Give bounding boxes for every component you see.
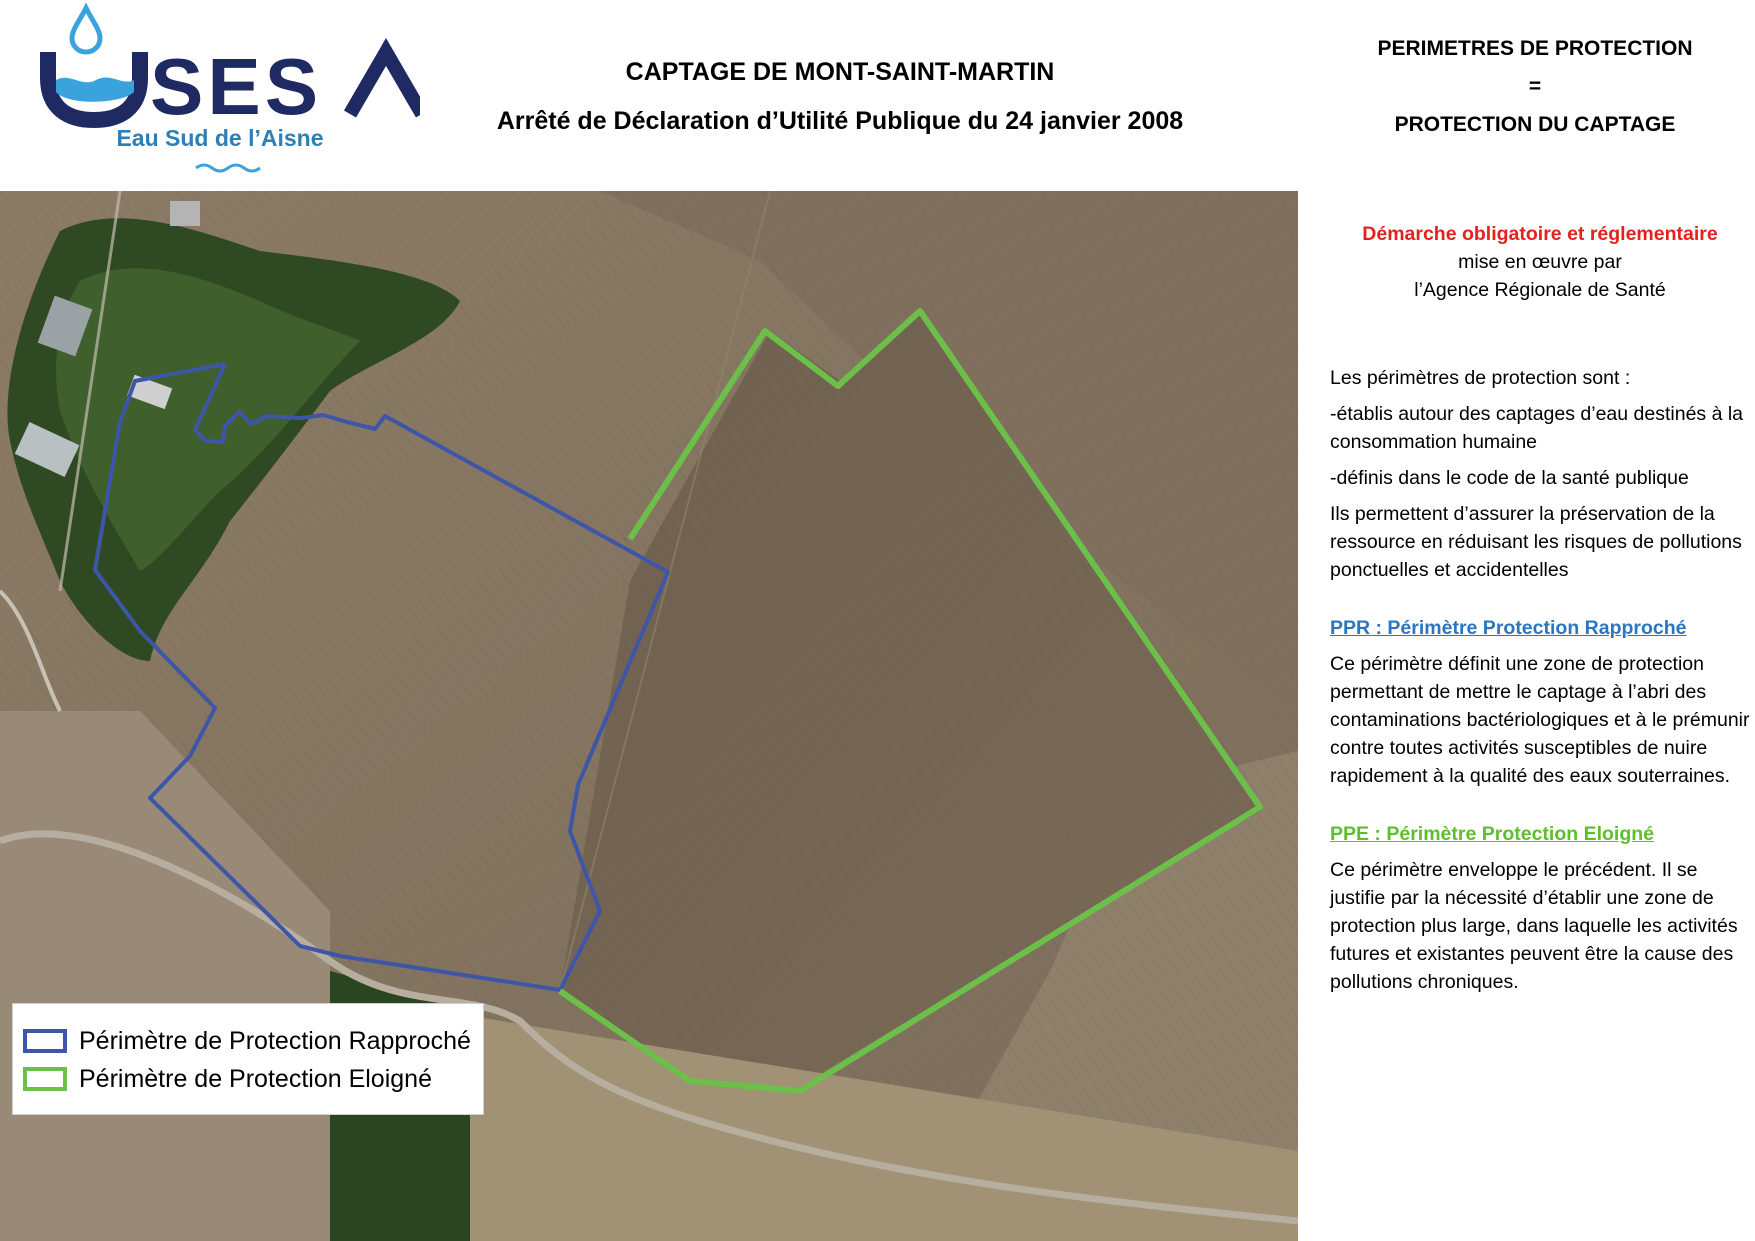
intro-bold: Démarche obligatoire et réglementaire (1362, 223, 1718, 245)
legend-label-ppe: Périmètre de Protection Eloigné (79, 1064, 432, 1093)
header-right-line-3: PROTECTION DU CAPTAGE (1394, 113, 1676, 136)
ppe-heading: PPE : Périmètre Protection Eloigné (1330, 823, 1654, 845)
header-right (1320, 30, 1750, 144)
ppr-heading: PPR : Périmètre Protection Rapproché (1330, 617, 1687, 639)
paragraph-1: Les périmètres de protection sont : (1330, 367, 1631, 389)
paragraph-2: -établis autour des captages d’eau destinés à la consommation humaine (1330, 403, 1744, 453)
wave-icon (196, 165, 260, 171)
intro-block (1330, 220, 1750, 304)
logo-a-chevron (350, 52, 420, 114)
usesa-logo (30, 0, 420, 185)
title-line-1: CAPTAGE DE MONT-SAINT-MARTIN (625, 58, 1055, 86)
intro-line-3: l’Agence Régionale de Santé (1414, 279, 1666, 301)
paragraph-4: Ils permettent d’assurer la préservation de la ressource en réduisant les risques de pollutions ponctuelles et accidentelles (1330, 503, 1742, 581)
legend-swatch-ppe (23, 1067, 67, 1091)
title-line-2: Arrêté de Déclaration d’Utilité Publique du 24 janvier 2008 (496, 107, 1184, 135)
usesa-logo-graphic (30, 0, 420, 185)
header-right-line-2: = (1528, 75, 1542, 98)
paragraph-3: -définis dans le code de la santé publique (1330, 467, 1689, 489)
legend-item-ppr (23, 1024, 471, 1058)
header-right-line-1: PERIMETRES DE PROTECTION (1377, 37, 1693, 60)
document-title (445, 48, 1235, 146)
legend-swatch-ppr (23, 1029, 67, 1053)
legend-item-ppe (23, 1062, 432, 1096)
intro-line-2: mise en œuvre par (1458, 251, 1622, 273)
logo-wordmark: SES (150, 42, 323, 131)
ppr-text: Ce périmètre définit une zone de protection permettant de mettre le captage à l’abri des contaminations bactériologiques et à le prémunir contre toutes activités susceptibles de nuire rapidement à la qualité des eaux souterraines. (1330, 653, 1750, 787)
ppe-text: Ce périmètre enveloppe le précédent. Il se justifie par la nécessité d’établir une zone de protection plus large, dans laquelle les activités futures et existantes peuvent être la cause des pollutions chroniques. (1330, 859, 1738, 993)
map-legend (12, 1003, 484, 1115)
info-panel (1330, 220, 1750, 996)
legend-label-ppr: Périmètre de Protection Rapproché (79, 1026, 471, 1055)
logo-tagline: Eau Sud de l’Aisne (116, 125, 324, 151)
water-drop-icon (72, 8, 100, 52)
